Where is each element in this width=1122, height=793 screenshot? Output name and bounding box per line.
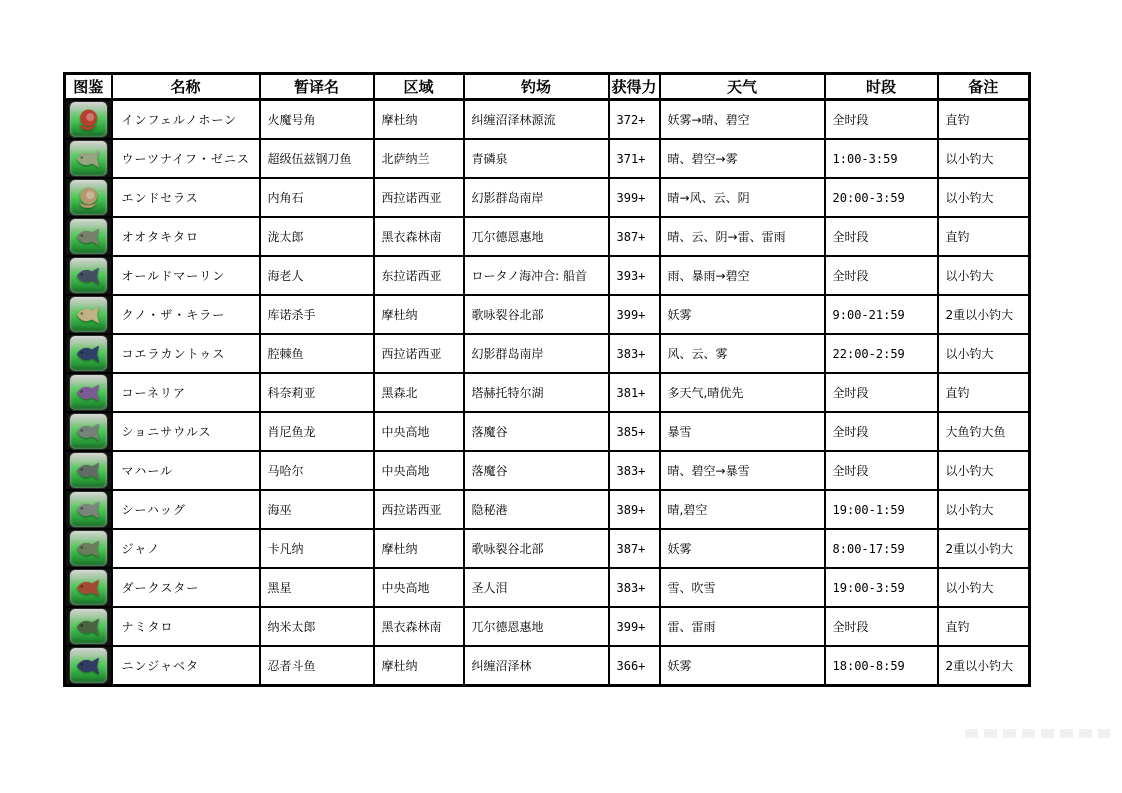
cell-notes: 以小钓大	[938, 490, 1030, 529]
cell-notes: 以小钓大	[938, 568, 1030, 607]
cell-icon	[65, 607, 112, 646]
cell-cn-name: 卡凡纳	[260, 529, 374, 568]
cell-name: クノ・ザ・キラー	[112, 295, 260, 334]
fish-icon	[69, 491, 108, 528]
cell-name: ジャノ	[112, 529, 260, 568]
fish-icon	[69, 374, 108, 411]
shell-icon	[73, 185, 103, 211]
cell-fishing-spot: 青磷泉	[464, 139, 609, 178]
cell-gather-power: 399+	[609, 178, 660, 217]
cell-time-period: 全时段	[825, 217, 938, 256]
fish-icon	[73, 497, 103, 523]
col-header-region: 区域	[374, 74, 464, 100]
cell-time-period: 9:00-21:59	[825, 295, 938, 334]
table-row	[65, 607, 1030, 646]
cell-cn-name: 库诺杀手	[260, 295, 374, 334]
fish-icon	[73, 536, 103, 562]
cell-name: インフェルノホーン	[112, 100, 260, 140]
table-row	[65, 178, 1030, 217]
cell-notes: 以小钓大	[938, 139, 1030, 178]
col-header-notes: 备注	[938, 74, 1030, 100]
table-row	[65, 373, 1030, 412]
cell-icon	[65, 529, 112, 568]
cell-notes: 以小钓大	[938, 451, 1030, 490]
cell-cn-name: 马哈尔	[260, 451, 374, 490]
cell-name: ニンジャベタ	[112, 646, 260, 686]
cell-region: 摩杜纳	[374, 646, 464, 686]
cell-time-period: 全时段	[825, 607, 938, 646]
cell-cn-name: 忍者斗鱼	[260, 646, 374, 686]
cell-gather-power: 383+	[609, 334, 660, 373]
cell-icon	[65, 490, 112, 529]
cell-fishing-spot: 圣人泪	[464, 568, 609, 607]
table-row	[65, 568, 1030, 607]
cell-name: コーネリア	[112, 373, 260, 412]
cell-time-period: 全时段	[825, 451, 938, 490]
cell-region: 中央高地	[374, 568, 464, 607]
cell-icon	[65, 568, 112, 607]
cell-notes: 直钓	[938, 607, 1030, 646]
cell-fishing-spot: 纠缠沼泽林源流	[464, 100, 609, 140]
cell-notes: 以小钓大	[938, 334, 1030, 373]
cell-weather: 晴、碧空→雾	[660, 139, 825, 178]
cell-notes: 2重以小钓大	[938, 529, 1030, 568]
cell-cn-name: 泷太郎	[260, 217, 374, 256]
cell-gather-power: 387+	[609, 529, 660, 568]
fish-icon	[73, 224, 103, 250]
fish-icon	[73, 302, 103, 328]
cell-weather: 晴、碧空→暴雪	[660, 451, 825, 490]
cell-icon	[65, 334, 112, 373]
col-header-cn-name: 暂译名	[260, 74, 374, 100]
cell-region: 黑衣森林南	[374, 217, 464, 256]
cell-time-period: 全时段	[825, 256, 938, 295]
cell-cn-name: 火魔号角	[260, 100, 374, 140]
cell-time-period: 18:00-8:59	[825, 646, 938, 686]
cell-region: 摩杜纳	[374, 100, 464, 140]
fish-icon	[69, 335, 108, 372]
cell-gather-power: 383+	[609, 568, 660, 607]
col-header-fishing-spot: 钓场	[464, 74, 609, 100]
fishing-table	[63, 72, 1031, 687]
fish-icon	[73, 653, 103, 679]
cell-fishing-spot: 兀尔德恩惠地	[464, 217, 609, 256]
cell-fishing-spot: 幻影群岛南岸	[464, 334, 609, 373]
col-header-icon: 图鉴	[65, 74, 112, 100]
cell-weather: 晴,碧空	[660, 490, 825, 529]
cell-time-period: 20:00-3:59	[825, 178, 938, 217]
cell-notes: 以小钓大	[938, 256, 1030, 295]
table-row	[65, 295, 1030, 334]
fish-icon	[69, 608, 108, 645]
fish-icon	[73, 146, 103, 172]
cell-time-period: 全时段	[825, 100, 938, 140]
cell-region: 摩杜纳	[374, 295, 464, 334]
cell-icon	[65, 256, 112, 295]
fish-icon	[73, 341, 103, 367]
table-row	[65, 490, 1030, 529]
cell-cn-name: 黑星	[260, 568, 374, 607]
table-row	[65, 100, 1030, 140]
cell-cn-name: 超级伍兹钢刀鱼	[260, 139, 374, 178]
cell-name: ウーツナイフ・ゼニス	[112, 139, 260, 178]
fish-icon	[69, 569, 108, 606]
cell-weather: 多天气,晴优先	[660, 373, 825, 412]
cell-region: 黑森北	[374, 373, 464, 412]
cell-region: 西拉诺西亚	[374, 490, 464, 529]
cell-notes: 大鱼钓大鱼	[938, 412, 1030, 451]
shell-icon	[69, 179, 108, 216]
cell-icon	[65, 646, 112, 686]
cell-name: マハール	[112, 451, 260, 490]
cell-weather: 雪、吹雪	[660, 568, 825, 607]
cell-weather: 妖雾→晴、碧空	[660, 100, 825, 140]
shell-icon	[69, 101, 108, 138]
cell-name: ショニサウルス	[112, 412, 260, 451]
cell-cn-name: 内角石	[260, 178, 374, 217]
table-header-row	[65, 74, 1030, 100]
fish-icon	[69, 257, 108, 294]
col-header-weather: 天气	[660, 74, 825, 100]
cell-weather: 妖雾	[660, 529, 825, 568]
cell-name: オールドマーリン	[112, 256, 260, 295]
col-header-name: 名称	[112, 74, 260, 100]
cell-fishing-spot: 幻影群岛南岸	[464, 178, 609, 217]
cell-fishing-spot: 歌咏裂谷北部	[464, 529, 609, 568]
cell-icon	[65, 217, 112, 256]
table-body	[65, 100, 1030, 686]
cell-weather: 妖雾	[660, 295, 825, 334]
table-row	[65, 334, 1030, 373]
cell-weather: 晴→风、云、阴	[660, 178, 825, 217]
cell-time-period: 全时段	[825, 373, 938, 412]
table-row	[65, 451, 1030, 490]
cell-icon	[65, 373, 112, 412]
cell-cn-name: 纳米太郎	[260, 607, 374, 646]
cell-cn-name: 海巫	[260, 490, 374, 529]
fish-icon	[73, 614, 103, 640]
cell-gather-power: 399+	[609, 295, 660, 334]
cell-gather-power: 383+	[609, 451, 660, 490]
cell-gather-power: 371+	[609, 139, 660, 178]
fish-icon	[69, 530, 108, 567]
cell-region: 北萨纳兰	[374, 139, 464, 178]
fish-icon	[73, 419, 103, 445]
fish-icon	[69, 296, 108, 333]
cell-weather: 风、云、雾	[660, 334, 825, 373]
cell-gather-power: 393+	[609, 256, 660, 295]
cell-region: 摩杜纳	[374, 529, 464, 568]
fish-icon	[69, 140, 108, 177]
cell-name: コエラカントゥス	[112, 334, 260, 373]
cell-region: 黑衣森林南	[374, 607, 464, 646]
cell-region: 中央高地	[374, 451, 464, 490]
cell-time-period: 19:00-1:59	[825, 490, 938, 529]
fish-icon	[69, 647, 108, 684]
fish-icon	[69, 413, 108, 450]
cell-gather-power: 385+	[609, 412, 660, 451]
cell-time-period: 8:00-17:59	[825, 529, 938, 568]
col-header-time-period: 时段	[825, 74, 938, 100]
cell-gather-power: 381+	[609, 373, 660, 412]
table-row	[65, 412, 1030, 451]
cell-weather: 晴、云、阴→雷、雷雨	[660, 217, 825, 256]
cell-time-period: 22:00-2:59	[825, 334, 938, 373]
fish-icon	[73, 380, 103, 406]
table-row	[65, 256, 1030, 295]
cell-name: オオタキタロ	[112, 217, 260, 256]
fish-icon	[73, 458, 103, 484]
cell-gather-power: 366+	[609, 646, 660, 686]
cell-name: シーハッグ	[112, 490, 260, 529]
cell-fishing-spot: 塔赫托特尔湖	[464, 373, 609, 412]
cell-cn-name: 科奈莉亚	[260, 373, 374, 412]
cell-weather: 妖雾	[660, 646, 825, 686]
cell-notes: 以小钓大	[938, 178, 1030, 217]
table-row	[65, 646, 1030, 686]
cell-weather: 雨、暴雨→碧空	[660, 256, 825, 295]
cell-fishing-spot: 落魔谷	[464, 451, 609, 490]
cell-fishing-spot: 落魔谷	[464, 412, 609, 451]
cell-icon	[65, 451, 112, 490]
cell-icon	[65, 139, 112, 178]
cell-icon	[65, 178, 112, 217]
col-header-gather-power: 获得力	[609, 74, 660, 100]
fish-icon	[69, 218, 108, 255]
cell-fishing-spot: 歌咏裂谷北部	[464, 295, 609, 334]
cell-region: 西拉诺西亚	[374, 334, 464, 373]
cell-fishing-spot: 隐秘港	[464, 490, 609, 529]
cell-weather: 雷、雷雨	[660, 607, 825, 646]
cell-region: 东拉诺西亚	[374, 256, 464, 295]
cell-icon	[65, 295, 112, 334]
table-row	[65, 529, 1030, 568]
cell-fishing-spot: ロータノ海冲合: 船首	[464, 256, 609, 295]
cell-fishing-spot: 纠缠沼泽林	[464, 646, 609, 686]
cell-gather-power: 387+	[609, 217, 660, 256]
cell-fishing-spot: 兀尔德恩惠地	[464, 607, 609, 646]
cell-region: 西拉诺西亚	[374, 178, 464, 217]
fish-icon	[73, 263, 103, 289]
cell-icon	[65, 100, 112, 140]
cell-gather-power: 399+	[609, 607, 660, 646]
cell-name: ナミタロ	[112, 607, 260, 646]
cell-gather-power: 372+	[609, 100, 660, 140]
cell-notes: 直钓	[938, 217, 1030, 256]
cell-gather-power: 389+	[609, 490, 660, 529]
table-row	[65, 139, 1030, 178]
table-row	[65, 217, 1030, 256]
cell-name: ダークスター	[112, 568, 260, 607]
cell-notes: 直钓	[938, 373, 1030, 412]
cell-notes: 2重以小钓大	[938, 646, 1030, 686]
cell-icon	[65, 412, 112, 451]
cell-cn-name: 腔棘鱼	[260, 334, 374, 373]
cell-notes: 2重以小钓大	[938, 295, 1030, 334]
shell-icon	[73, 107, 103, 133]
cell-weather: 暴雪	[660, 412, 825, 451]
cell-cn-name: 海老人	[260, 256, 374, 295]
cell-cn-name: 肖尼鱼龙	[260, 412, 374, 451]
fish-icon	[69, 452, 108, 489]
cell-name: エンドセラス	[112, 178, 260, 217]
cell-region: 中央高地	[374, 412, 464, 451]
cell-time-period: 1:00-3:59	[825, 139, 938, 178]
cell-notes: 直钓	[938, 100, 1030, 140]
fish-icon	[73, 575, 103, 601]
cell-time-period: 全时段	[825, 412, 938, 451]
cell-time-period: 19:00-3:59	[825, 568, 938, 607]
watermark	[965, 729, 1110, 738]
